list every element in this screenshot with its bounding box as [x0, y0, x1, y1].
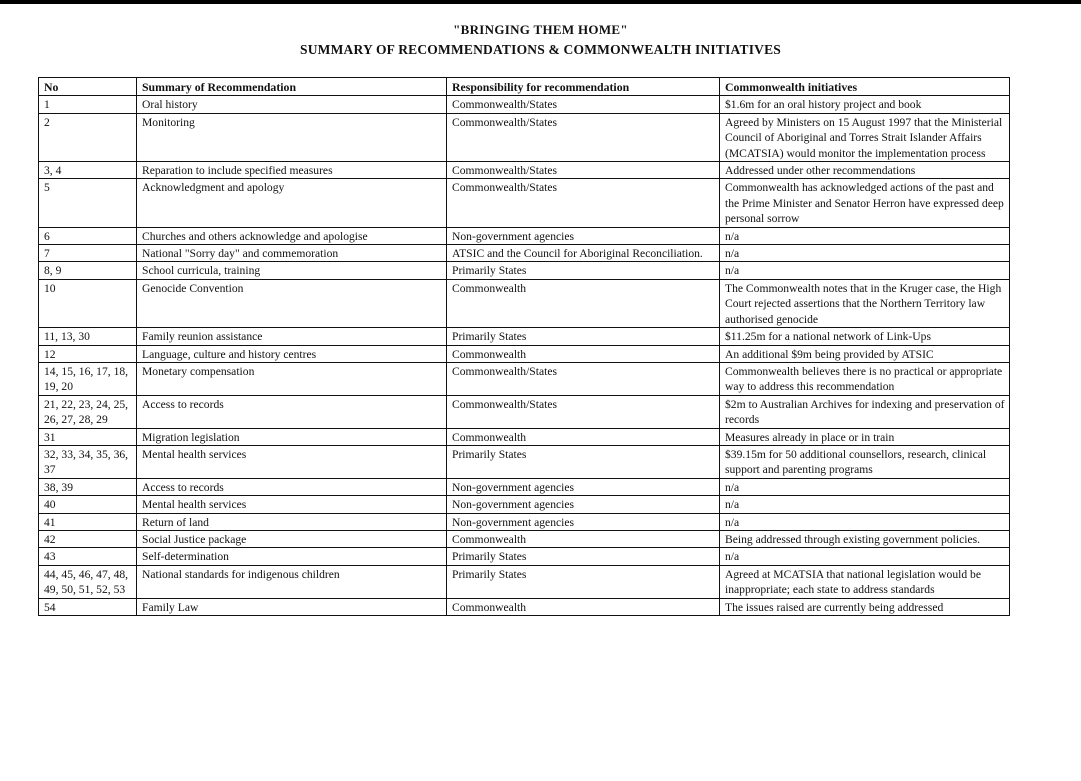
document-title: "BRINGING THEM HOME": [453, 22, 628, 37]
cell-number: 6: [39, 227, 137, 244]
cell-number: 41: [39, 513, 137, 530]
cell-initiative: An additional $9m being provided by ATSIC: [720, 345, 1010, 362]
table-row: [39, 279, 1010, 327]
table-row: [39, 598, 1010, 615]
cell-initiative: Addressed under other recommendations: [720, 162, 1010, 179]
cell-number: 2: [39, 113, 137, 161]
cell-summary: School curricula, training: [137, 262, 447, 279]
cell-responsibility: Non-government agencies: [447, 513, 720, 530]
cell-responsibility: Commonwealth/States: [447, 362, 720, 395]
cell-initiative: $2m to Australian Archives for indexing and preservation of records: [720, 395, 1010, 428]
cell-responsibility: Commonwealth/States: [447, 179, 720, 227]
cell-summary: Access to records: [137, 395, 447, 428]
table-row: [39, 328, 1010, 345]
cell-initiative: Agreed by Ministers on 15 August 1997 that the Ministerial Council of Aboriginal and Torres Strait Islander Affairs (MCATSIA) would monitor the implementation process: [720, 113, 1010, 161]
cell-initiative: $11.25m for a national network of Link-Ups: [720, 328, 1010, 345]
table-row: [39, 179, 1010, 227]
cell-initiative: n/a: [720, 227, 1010, 244]
table-row: [39, 245, 1010, 262]
column-header-responsibility: Responsibility for recommendation: [447, 78, 720, 96]
cell-responsibility: Commonwealth/States: [447, 113, 720, 161]
document-subtitle: SUMMARY OF RECOMMENDATIONS & COMMONWEALTH INITIATIVES: [299, 42, 782, 57]
cell-summary: Monetary compensation: [137, 362, 447, 395]
table-header-row: [39, 78, 1010, 96]
cell-responsibility: Primarily States: [447, 445, 720, 478]
cell-number: 44, 45, 46, 47, 48, 49, 50, 51, 52, 53: [39, 565, 137, 598]
cell-initiative: Agreed at MCATSIA that national legislation would be inappropriate; each state to address standards: [720, 565, 1010, 598]
cell-responsibility: Commonwealth: [447, 530, 720, 547]
table-row: [39, 345, 1010, 362]
cell-summary: Family Law: [137, 598, 447, 615]
cell-initiative: n/a: [720, 496, 1010, 513]
cell-initiative: $1.6m for an oral history project and book: [720, 96, 1010, 113]
table-row: [39, 548, 1010, 565]
table-row: [39, 362, 1010, 395]
cell-responsibility: Primarily States: [447, 548, 720, 565]
recommendations-table: [38, 77, 1010, 616]
table-row: [39, 496, 1010, 513]
cell-number: 7: [39, 245, 137, 262]
cell-summary: Access to records: [137, 478, 447, 495]
cell-number: 11, 13, 30: [39, 328, 137, 345]
table-row: [39, 262, 1010, 279]
table-row: [39, 162, 1010, 179]
table-row: [39, 565, 1010, 598]
table-row: [39, 428, 1010, 445]
cell-number: 40: [39, 496, 137, 513]
cell-responsibility: Commonwealth/States: [447, 96, 720, 113]
cell-initiative: n/a: [720, 513, 1010, 530]
table-row: [39, 113, 1010, 161]
cell-initiative: n/a: [720, 245, 1010, 262]
cell-initiative: Commonwealth has acknowledged actions of the past and the Prime Minister and Senator Herron have expressed deep personal sorrow: [720, 179, 1010, 227]
cell-summary: Oral history: [137, 96, 447, 113]
cell-summary: Churches and others acknowledge and apologise: [137, 227, 447, 244]
cell-summary: Self-determination: [137, 548, 447, 565]
cell-responsibility: Commonwealth: [447, 345, 720, 362]
cell-number: 1: [39, 96, 137, 113]
cell-summary: National "Sorry day" and commemoration: [137, 245, 447, 262]
cell-summary: Migration legislation: [137, 428, 447, 445]
cell-responsibility: ATSIC and the Council for Aboriginal Reconciliation.: [447, 245, 720, 262]
cell-responsibility: Primarily States: [447, 565, 720, 598]
cell-responsibility: Non-government agencies: [447, 478, 720, 495]
table-row: [39, 513, 1010, 530]
cell-responsibility: Commonwealth: [447, 598, 720, 615]
cell-number: 43: [39, 548, 137, 565]
cell-summary: Genocide Convention: [137, 279, 447, 327]
table-row: [39, 395, 1010, 428]
scan-top-edge: [0, 0, 1081, 4]
column-header-initiatives: Commonwealth initiatives: [720, 78, 1010, 96]
cell-initiative: Being addressed through existing government policies.: [720, 530, 1010, 547]
table-row: [39, 96, 1010, 113]
cell-summary: Reparation to include specified measures: [137, 162, 447, 179]
cell-summary: Family reunion assistance: [137, 328, 447, 345]
cell-summary: Mental health services: [137, 445, 447, 478]
cell-responsibility: Primarily States: [447, 262, 720, 279]
cell-initiative: $39.15m for 50 additional counsellors, research, clinical support and parenting programs: [720, 445, 1010, 478]
cell-number: 14, 15, 16, 17, 18, 19, 20: [39, 362, 137, 395]
cell-number: 38, 39: [39, 478, 137, 495]
column-header-no: No: [39, 78, 137, 96]
cell-responsibility: Commonwealth: [447, 279, 720, 327]
cell-responsibility: Primarily States: [447, 328, 720, 345]
cell-initiative: n/a: [720, 478, 1010, 495]
table-row: [39, 227, 1010, 244]
cell-initiative: The Commonwealth notes that in the Kruger case, the High Court rejected assertions that the Northern Territory law authorised genocide: [720, 279, 1010, 327]
cell-number: 42: [39, 530, 137, 547]
cell-summary: National standards for indigenous children: [137, 565, 447, 598]
cell-summary: Social Justice package: [137, 530, 447, 547]
cell-responsibility: Commonwealth/States: [447, 162, 720, 179]
cell-number: 21, 22, 23, 24, 25, 26, 27, 28, 29: [39, 395, 137, 428]
cell-summary: Acknowledgment and apology: [137, 179, 447, 227]
cell-number: 12: [39, 345, 137, 362]
cell-initiative: n/a: [720, 548, 1010, 565]
table-row: [39, 530, 1010, 547]
cell-summary: Monitoring: [137, 113, 447, 161]
cell-number: 31: [39, 428, 137, 445]
cell-initiative: Measures already in place or in train: [720, 428, 1010, 445]
column-header-summary: Summary of Recommendation: [137, 78, 447, 96]
cell-initiative: Commonwealth believes there is no practical or appropriate way to address this recommendation: [720, 362, 1010, 395]
cell-number: 8, 9: [39, 262, 137, 279]
cell-responsibility: Non-government agencies: [447, 496, 720, 513]
table-row: [39, 478, 1010, 495]
cell-summary: Return of land: [137, 513, 447, 530]
table-row: [39, 445, 1010, 478]
cell-initiative: n/a: [720, 262, 1010, 279]
cell-number: 5: [39, 179, 137, 227]
cell-responsibility: Non-government agencies: [447, 227, 720, 244]
cell-summary: Language, culture and history centres: [137, 345, 447, 362]
cell-responsibility: Commonwealth: [447, 428, 720, 445]
cell-number: 32, 33, 34, 35, 36, 37: [39, 445, 137, 478]
cell-initiative: The issues raised are currently being addressed: [720, 598, 1010, 615]
cell-responsibility: Commonwealth/States: [447, 395, 720, 428]
cell-number: 54: [39, 598, 137, 615]
cell-number: 3, 4: [39, 162, 137, 179]
cell-summary: Mental health services: [137, 496, 447, 513]
cell-number: 10: [39, 279, 137, 327]
